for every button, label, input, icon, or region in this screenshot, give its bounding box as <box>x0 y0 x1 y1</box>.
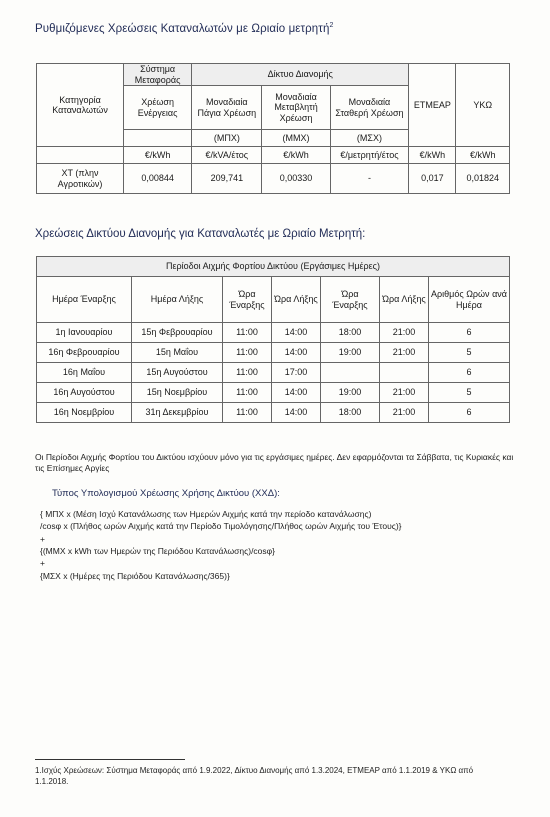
unit-cell: €/kVA/έτος <box>192 147 262 164</box>
formula-line: + <box>40 533 45 544</box>
cell: 14:00 <box>272 403 321 423</box>
cell: 6 <box>429 403 510 423</box>
formula-line: {ΜΣΧ x (Ημέρες της Περιόδου Κατανάλωσης/365)} <box>40 570 230 581</box>
header-unit-fixed-charge: Μοναδιαία Πάγια Χρέωση <box>192 86 262 130</box>
formula-title: Τύπος Υπολογισμού Χρέωσης Χρήσης Δικτύου (ΧΧΔ): <box>52 488 280 499</box>
value-cell: 0,00844 <box>124 164 192 194</box>
header-distribution-network: Δίκτυο Διανομής <box>192 64 409 86</box>
cell: 17:00 <box>272 363 321 383</box>
cell <box>321 363 380 383</box>
formula-block <box>40 508 402 582</box>
header-unit-variable-charge: Μοναδιαία Μεταβλητή Χρέωση <box>262 86 330 130</box>
peak-periods-header: Περίοδοι Αιχμής Φορτίου Δικτύου (Εργάσιμες Ημέρες) <box>37 257 510 277</box>
peak-periods-table <box>36 256 510 423</box>
cell: 14:00 <box>272 343 321 363</box>
unit-empty <box>37 147 124 164</box>
unit-cell: €/kWh <box>124 147 192 164</box>
cell: 11:00 <box>223 403 272 423</box>
header-energy-charge: Χρέωση Ενέργειας <box>124 86 192 130</box>
cell: 16η Φεβρουαρίου <box>37 343 132 363</box>
header-consumer-category: Κατηγορία Καταναλωτών <box>37 64 124 147</box>
cell: 6 <box>429 363 510 383</box>
cell: 1η Ιανουαρίου <box>37 323 132 343</box>
value-cell: 0,00330 <box>262 164 330 194</box>
table-row <box>37 363 510 383</box>
cell: 11:00 <box>223 363 272 383</box>
section-title: Χρεώσεις Δικτύου Διανομής για Καταναλωτές με Ωριαίο Μετρητή: <box>35 228 366 240</box>
cell: 16η Μαΐου <box>37 363 132 383</box>
abbr-msx: (ΜΣΧ) <box>330 130 409 147</box>
table-row <box>37 403 510 423</box>
cell: 14:00 <box>272 323 321 343</box>
peak-periods-note: Οι Περίοδοι Αιχμής Φορτίου του Δικτύου ισχύουν μόνο για τις εργάσιμες ημέρες. Δεν εφαρμόζονται τα Σάββατα, τις Κυριακές και τις Επίσημες Αργίες <box>35 452 514 474</box>
cell: 16η Αυγούστου <box>37 383 132 403</box>
unit-cell: €/μετρητή/έτος <box>330 147 409 164</box>
cell: 6 <box>429 323 510 343</box>
header-unit-constant-charge: Μοναδιαία Σταθερή Χρέωση <box>330 86 409 130</box>
cell <box>380 363 429 383</box>
unit-cell: €/kWh <box>456 147 510 164</box>
cell: 5 <box>429 343 510 363</box>
footnote-ref: 2 <box>329 22 334 29</box>
value-cell: 209,741 <box>192 164 262 194</box>
page-title <box>35 22 333 35</box>
cell: 31η Δεκεμβρίου <box>132 403 223 423</box>
regulated-charges-table <box>36 63 510 194</box>
abbr-mpx: (ΜΠΧ) <box>192 130 262 147</box>
cell: 5 <box>429 383 510 403</box>
col-start-day: Ημέρα Έναρξης <box>37 277 132 323</box>
cell: 14:00 <box>272 383 321 403</box>
formula-line: {(ΜΜΧ x kWh των Ημερών της Περιόδου Κατανάλωσης)/cosφ} <box>40 545 276 556</box>
cell: 11:00 <box>223 323 272 343</box>
cell: 15η Φεβρουαρίου <box>132 323 223 343</box>
cell: 18:00 <box>321 403 380 423</box>
cell: 21:00 <box>380 383 429 403</box>
cell: 21:00 <box>380 403 429 423</box>
header-system-transfer: Σύστημα Μεταφοράς <box>124 64 192 86</box>
col-end-hour: Ώρα Λήξης <box>272 277 321 323</box>
header-etmear: ΕΤΜΕΑΡ <box>409 64 456 147</box>
cell: 15η Αυγούστου <box>132 363 223 383</box>
cell: 21:00 <box>380 323 429 343</box>
table-row <box>37 343 510 363</box>
col-start-hour-2: Ώρα Έναρξης <box>321 277 380 323</box>
value-cell: 0,01824 <box>456 164 510 194</box>
col-end-hour-2: Ώρα Λήξης <box>380 277 429 323</box>
formula-line: /cosφ x (Πλήθος ωρών Αιχμής κατά την Περίοδο Τιμολόγησης/Πλήθος ωρών Αιχμής του Έτους)} <box>40 521 402 532</box>
cell: 21:00 <box>380 343 429 363</box>
cell: 19:00 <box>321 343 380 363</box>
row-label: ΧΤ (πλην Αγροτικών) <box>37 164 124 194</box>
cell: 16η Νοεμβρίου <box>37 403 132 423</box>
title-text: Ρυθμιζόμενες Χρεώσεις Καταναλωτών με Ωριαίο μετρητή <box>35 22 330 35</box>
footnote: 1.Ισχύς Χρεώσεων: Σύστημα Μεταφοράς από 1.9.2022, Δίκτυο Διανομής από 1.3.2024, ΕΤΜΕΑΡ από 1.1.2019 & ΥΚΩ από 1.1.2018. <box>35 766 474 787</box>
value-cell: - <box>330 164 409 194</box>
formula-line: { ΜΠΧ x (Μέση Ισχύ Κατανάλωσης των Ημερών Αιχμής κατά την περίοδο κατανάλωσης) <box>40 509 372 519</box>
col-hours-per-day: Αριθμός Ωρών ανά Ημέρα <box>429 277 510 323</box>
abbr-mmx: (ΜΜΧ) <box>262 130 330 147</box>
value-cell: 0,017 <box>409 164 456 194</box>
abbr-empty <box>124 130 192 147</box>
col-end-day: Ημέρα Λήξης <box>132 277 223 323</box>
footnote-divider <box>35 759 185 760</box>
col-start-hour: Ώρα Έναρξης <box>223 277 272 323</box>
table-row <box>37 383 510 403</box>
cell: 15η Νοεμβρίου <box>132 383 223 403</box>
table-row <box>37 323 510 343</box>
cell: 15η Μαΐου <box>132 343 223 363</box>
cell: 19:00 <box>321 383 380 403</box>
cell: 18:00 <box>321 323 380 343</box>
unit-cell: €/kWh <box>262 147 330 164</box>
cell: 11:00 <box>223 343 272 363</box>
unit-cell: €/kWh <box>409 147 456 164</box>
formula-line: + <box>40 558 45 569</box>
header-yko: ΥΚΩ <box>456 64 510 147</box>
cell: 11:00 <box>223 383 272 403</box>
